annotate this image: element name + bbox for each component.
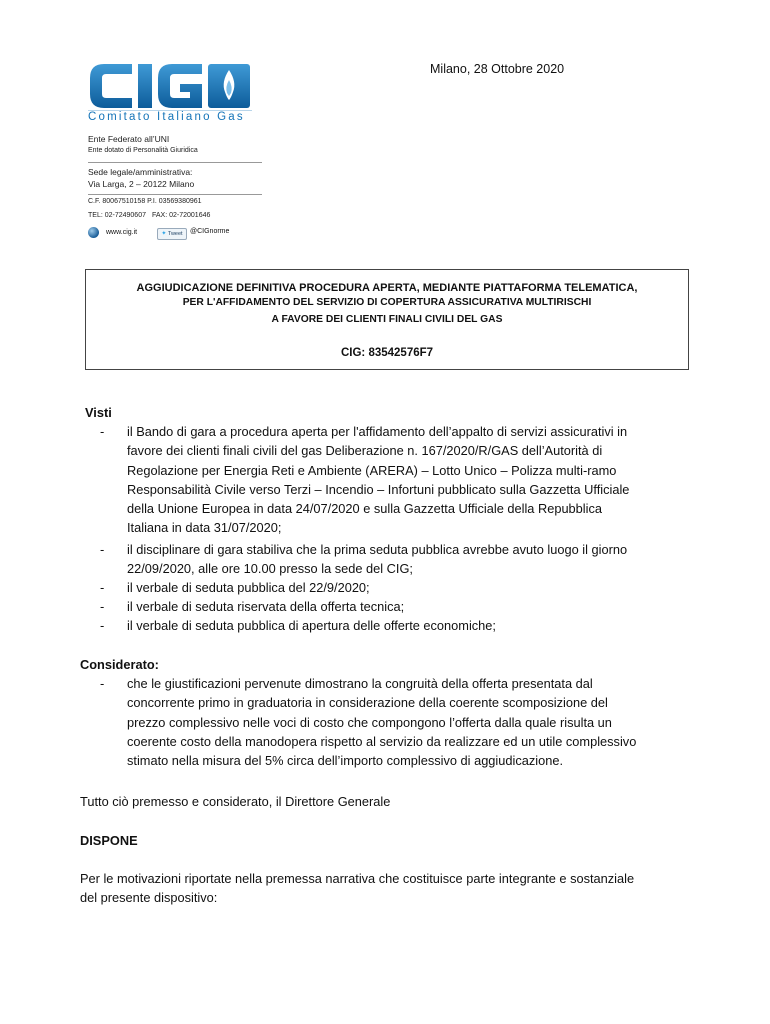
text-line: stimato nella misura del 5% circa dell’importo complessivo di aggiudicazione. — [127, 753, 564, 769]
text-line: Regolazione per Energia Reti e Ambiente (ARERA) – Lotto Unico – Polizza multi-ramo — [127, 462, 617, 478]
text-line: Responsabilità Civile verso Terzi – Incendio – Infortuni pubblicato sulla Gazzetta Ufficiale — [127, 481, 630, 497]
title-box — [85, 269, 689, 370]
text-line: il disciplinare di gara stabiliva che la prima seduta pubblica avrebbe avuto luogo il giorno — [127, 542, 628, 557]
title-line-2: PER L'AFFIDAMENTO DEL SERVIZIO DI COPERTURA ASSICURATIVA MULTIRISCHI — [182, 297, 592, 308]
document-date: Milano, 28 Ottobre 2020 — [430, 62, 565, 76]
org-federation: Ente Federato all’UNI — [88, 134, 170, 144]
org-legal-status: Ente dotato di Personalità Giuridica — [88, 147, 198, 154]
visti-item-4 — [127, 597, 689, 616]
title-line-1: AGGIUDICAZIONE DEFINITIVA PROCEDURA APERTA, MEDIANTE PIATTAFORMA TELEMATICA, — [136, 282, 638, 294]
address-value: Via Larga, 2 – 20122 Milano — [88, 179, 195, 189]
text-line: il verbale di seduta pubblica del 22/9/2020; — [127, 580, 370, 595]
text-line: Per le motivazioni riportate nella premessa narrativa che costituisce parte integrante e sostanziale — [80, 871, 635, 886]
list-dash: - — [100, 676, 105, 691]
list-dash: - — [100, 599, 105, 614]
text-line: il verbale di seduta riservata della offerta tecnica; — [127, 599, 405, 614]
divider — [88, 162, 262, 163]
globe-icon — [88, 227, 99, 238]
logo-subtitle: Comitato Italiano Gas — [88, 111, 245, 123]
text-line: coerente costo della manodopera rispetto al servizio da realizzare ed un utile complessivo — [127, 733, 637, 749]
visti-item-1 — [127, 422, 689, 538]
fax: FAX: 02-72001646 — [152, 212, 211, 219]
list-dash: - — [100, 424, 105, 439]
considerato-heading: Considerato: — [80, 657, 159, 672]
text-line: 22/09/2020, alle ore 10.00 presso la sede del CIG; — [127, 561, 413, 577]
text-line: che le giustificazioni pervenute dimostrano la congruità della offerta presentata dal — [127, 676, 593, 691]
address-label: Sede legale/amministrativa: — [88, 167, 193, 177]
considerato-item — [127, 674, 689, 770]
premesso-text: Tutto ciò premesso e considerato, il Direttore Generale — [80, 794, 391, 809]
visti-item-3 — [127, 578, 689, 597]
text-line: il Bando di gara a procedura aperta per l'affidamento dell’appalto di servizi assicurativi in — [127, 424, 628, 439]
text-line: della Unione Europea in data 24/07/2020 e sulla Gazzetta Ufficiale della Repubblica — [127, 501, 602, 517]
website-link[interactable]: www.cig.it — [106, 229, 138, 236]
divider — [88, 194, 262, 195]
text-line: Italiana in data 31/07/2020; — [127, 520, 282, 536]
list-dash: - — [100, 618, 105, 633]
text-line: prezzo complessivo nelle voci di costo che compongono l’offerta dalla quale risulta un — [127, 714, 612, 730]
tweet-button[interactable] — [157, 228, 187, 240]
twitter-handle[interactable]: @CIGnorme — [190, 228, 230, 235]
twitter-bird-icon: ✦ — [161, 231, 167, 237]
telephone: TEL: 02-72490607 — [88, 212, 146, 219]
visti-item-2 — [127, 540, 689, 579]
list-dash: - — [100, 580, 105, 595]
title-line-3: A FAVORE DEI CLIENTI FINALI CIVILI DEL GAS — [271, 314, 503, 325]
visti-heading: Visti — [85, 405, 112, 420]
text-line: favore dei clienti finali civili del gas Deliberazione n. 167/2020/R/GAS dell’Autorità di — [127, 443, 603, 459]
motivazioni-paragraph — [80, 869, 692, 908]
dispone-heading: DISPONE — [80, 833, 138, 848]
list-dash: - — [100, 542, 105, 557]
text-line: il verbale di seduta pubblica di apertura delle offerte economiche; — [127, 618, 496, 633]
text-line: concorrente primo in graduatoria in considerazione della coerente scomposizione del — [127, 695, 608, 711]
tweet-label: Tweet — [167, 231, 183, 237]
tax-codes: C.F. 80067510158 P.I. 03569380961 — [88, 198, 202, 205]
text-line: del presente dispositivo: — [80, 890, 218, 906]
visti-item-5 — [127, 616, 689, 635]
cig-code: CIG: 83542576F7 — [340, 347, 434, 359]
